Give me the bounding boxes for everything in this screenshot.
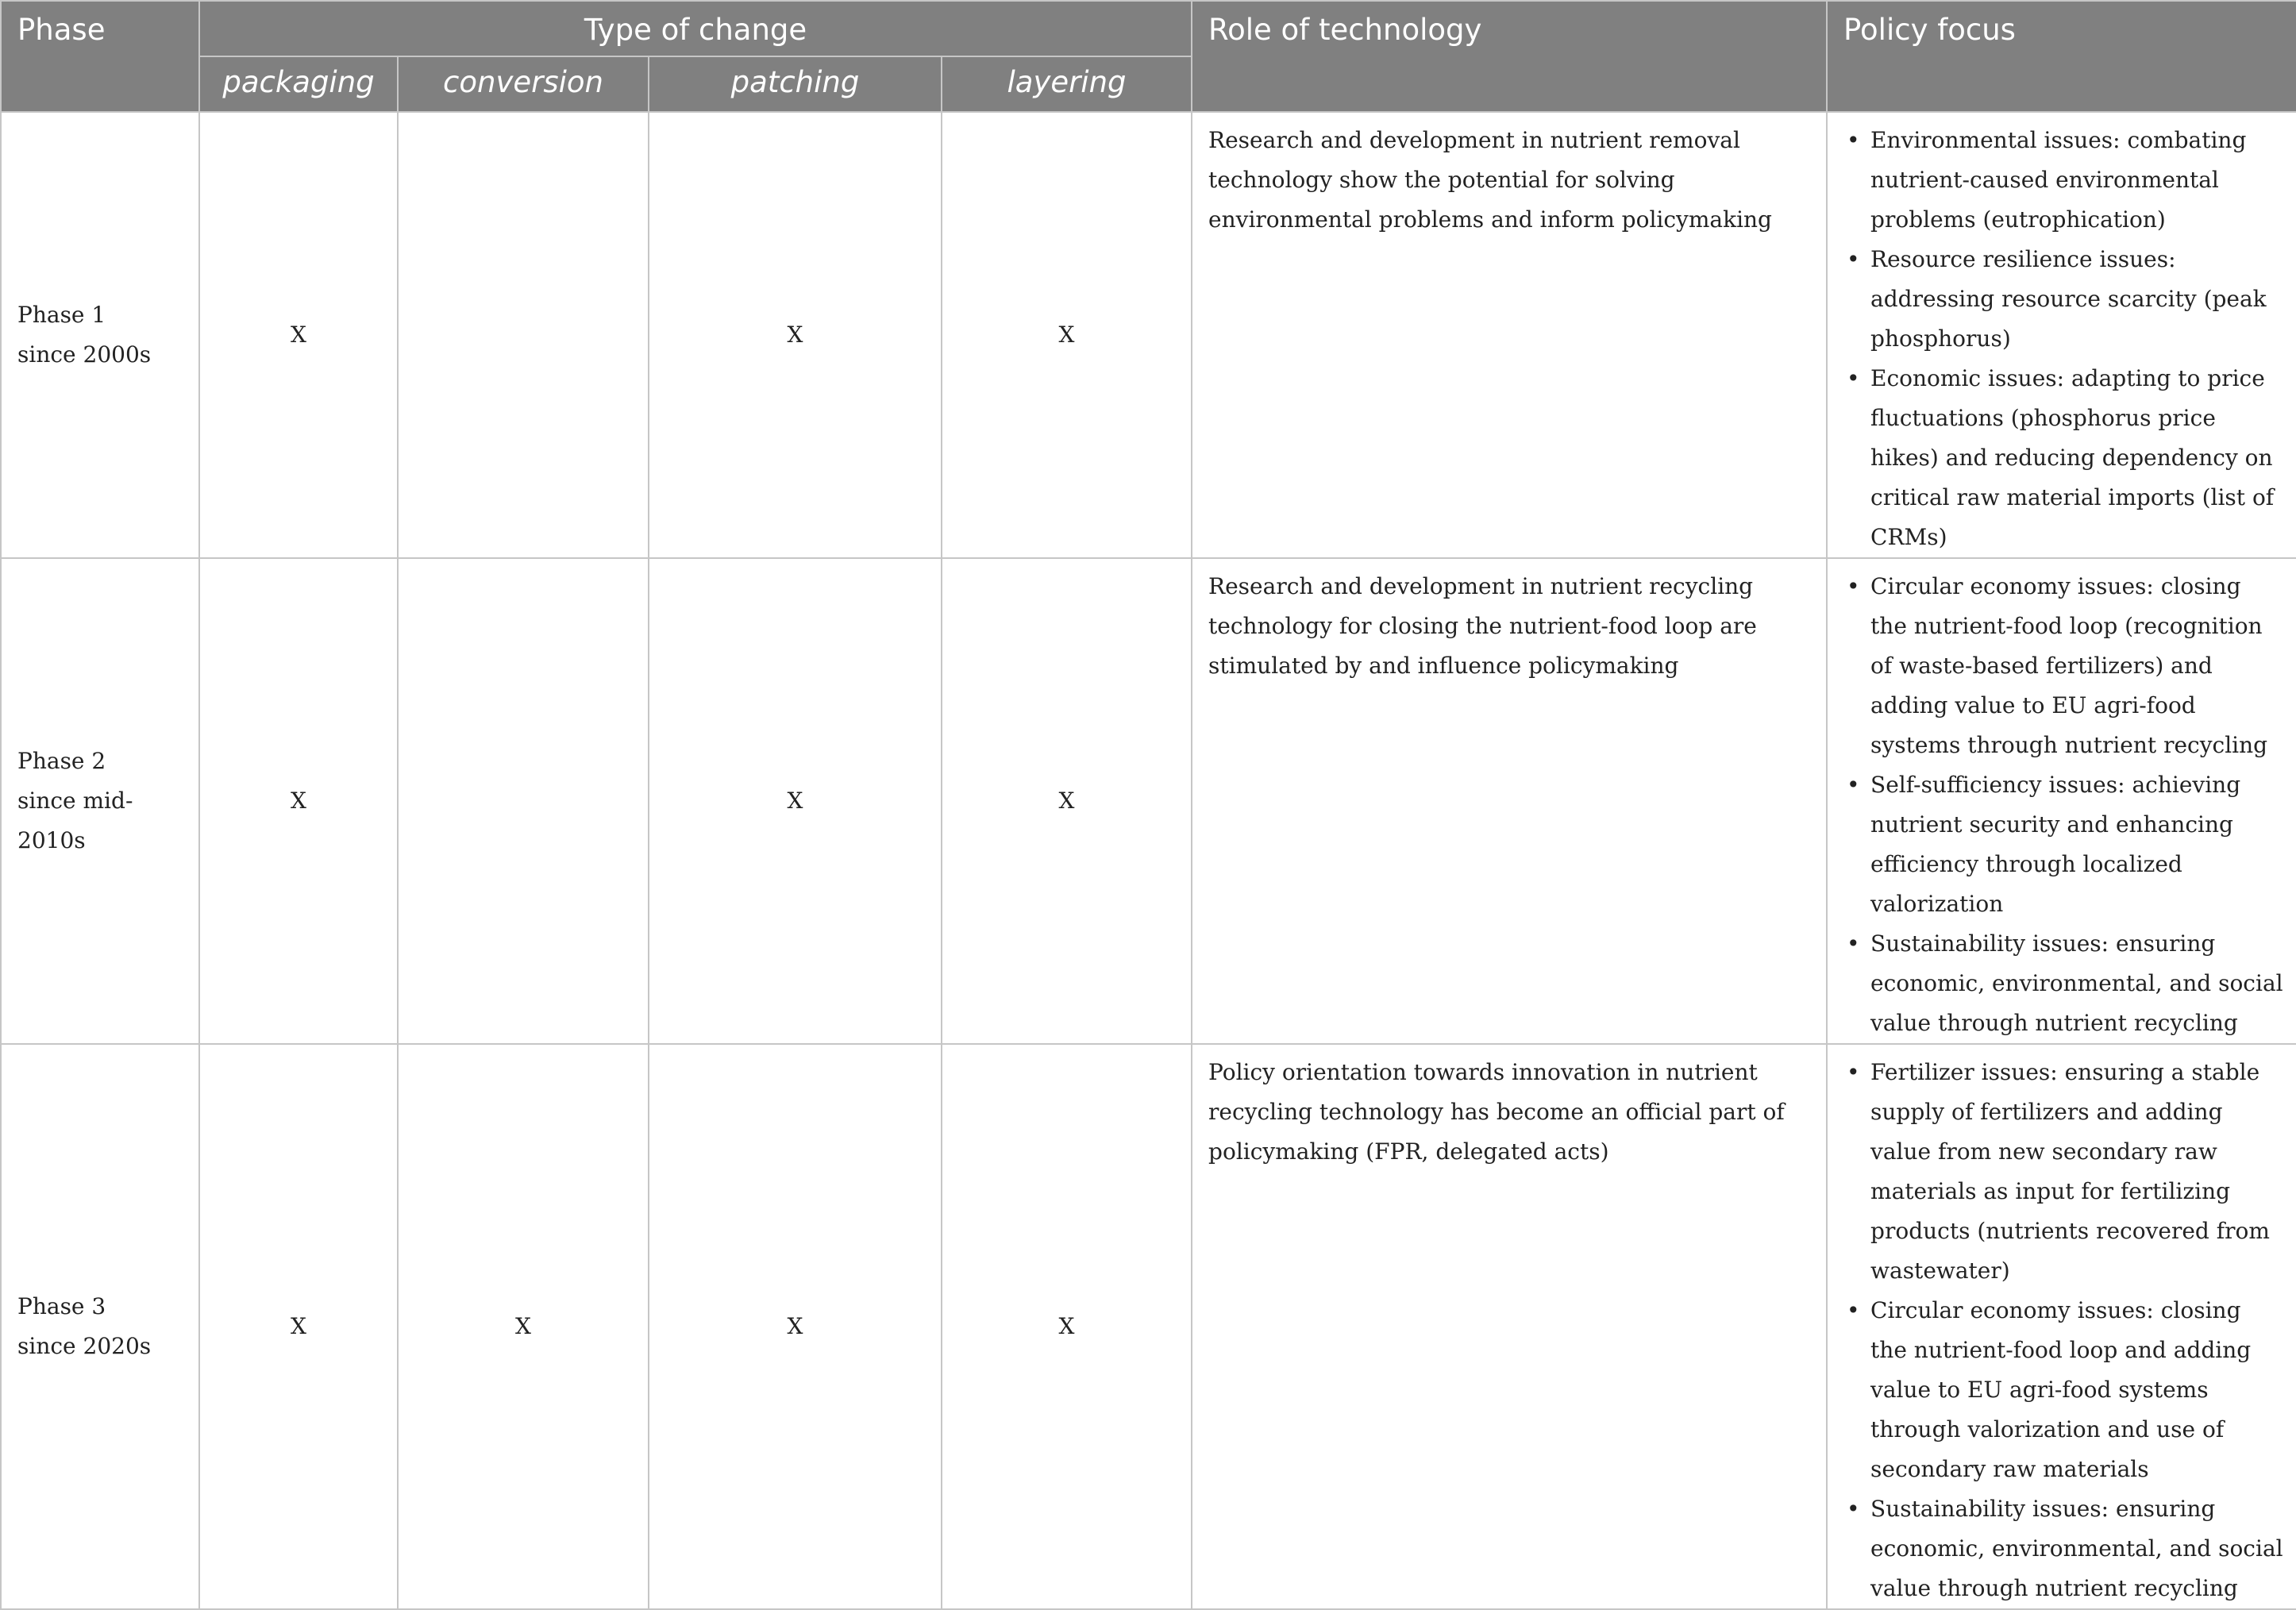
policy-focus-item: • Circular economy issues: closing the nutrient-food loop (recognition of waste-based fertilizers) and adding value to EU agri-food systems through nutrient recycling: [1870, 567, 2283, 765]
phase-period: since 2020s: [17, 1333, 152, 1359]
layering-mark: X: [942, 558, 1192, 1044]
policy-focus-item: • Environmental issues: combating nutrient-caused environmental problems (eutrophication): [1870, 121, 2283, 240]
policy-focus-item: • Resource resilience issues: addressing resource scarcity (peak phosphorus): [1870, 240, 2283, 359]
table-body: [1, 112, 2296, 1609]
policy-focus-item: • Sustainability issues: ensuring economic, environmental, and social value through nutrient recycling: [1870, 924, 2283, 1043]
policy-focus-list: [1843, 1053, 2283, 1608]
packaging-mark: X: [199, 558, 398, 1044]
phase-cell: [1, 1044, 199, 1609]
policy-focus-item: • Sustainability issues: ensuring economic, environmental, and social value through nutrient recycling: [1870, 1489, 2283, 1608]
header-policy-focus: Policy focus: [1827, 1, 2296, 112]
policy-focus-item: • Circular economy issues: closing the nutrient-food loop and adding value to EU agri-food systems through valorization and use of secondary raw materials: [1870, 1291, 2283, 1489]
phase-period: since mid-2010s: [17, 788, 133, 853]
role-of-technology-text: Policy orientation towards innovation in nutrient recycling technology has become an official part of policymaking (FPR, delegated acts): [1192, 1044, 1827, 1609]
conversion-mark: [398, 558, 649, 1044]
policy-focus-list: [1843, 567, 2283, 1043]
phase-name: Phase 1: [17, 302, 106, 328]
policy-focus-item: • Economic issues: adapting to price fluctuations (phosphorus price hikes) and reducing dependency on critical raw material imports (list of CRMs): [1870, 359, 2283, 557]
table-row-phase-2: [1, 558, 2296, 1044]
header-layering: layering: [942, 56, 1192, 112]
table-row-phase-3: [1, 1044, 2296, 1609]
patching-mark: X: [649, 1044, 942, 1609]
table-header: [1, 1, 2296, 112]
phase-name: Phase 3: [17, 1293, 106, 1319]
phase-period: since 2000s: [17, 341, 152, 368]
packaging-mark: X: [199, 1044, 398, 1609]
header-patching: patching: [649, 56, 942, 112]
phase-cell: [1, 112, 199, 558]
conversion-mark: X: [398, 1044, 649, 1609]
phase-cell: [1, 558, 199, 1044]
policy-focus-item: • Fertilizer issues: ensuring a stable supply of fertilizers and adding value from new secondary raw materials as input for fertilizing products (nutrients recovered from wastewater): [1870, 1053, 2283, 1291]
role-of-technology-text: Research and development in nutrient recycling technology for closing the nutrient-food loop are stimulated by and influence policymaking: [1192, 558, 1827, 1044]
role-of-technology-text: Research and development in nutrient removal technology show the potential for solving environmental problems and inform policymaking: [1192, 112, 1827, 558]
header-role-of-technology: Role of technology: [1192, 1, 1827, 112]
policy-focus-cell: [1827, 112, 2296, 558]
header-phase: Phase: [1, 1, 199, 112]
header-conversion: conversion: [398, 56, 649, 112]
layering-mark: X: [942, 112, 1192, 558]
patching-mark: X: [649, 112, 942, 558]
policy-focus-list: [1843, 121, 2283, 557]
policy-focus-cell: [1827, 558, 2296, 1044]
patching-mark: X: [649, 558, 942, 1044]
policy-focus-cell: [1827, 1044, 2296, 1609]
table-row-phase-1: [1, 112, 2296, 558]
conversion-mark: [398, 112, 649, 558]
header-type-of-change: Type of change: [199, 1, 1192, 56]
policy-focus-item: • Self-sufficiency issues: achieving nutrient security and enhancing efficiency through localized valorization: [1870, 765, 2283, 924]
layering-mark: X: [942, 1044, 1192, 1609]
header-packaging: packaging: [199, 56, 398, 112]
phase-name: Phase 2: [17, 748, 106, 774]
packaging-mark: X: [199, 112, 398, 558]
